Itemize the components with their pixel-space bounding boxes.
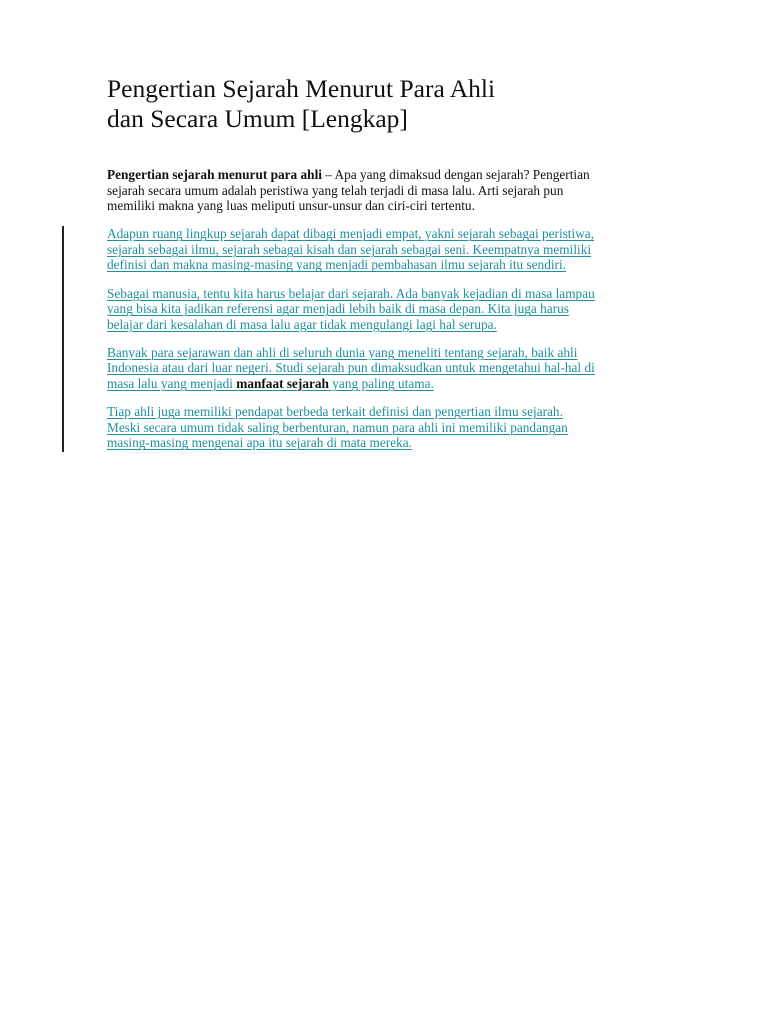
para2-line-3: definisi dan makna masing-masing yang menjadi pembahasan ilmu sejarah itu sendiri.	[107, 257, 566, 273]
para3-line-1: Sebagai manusia, tentu kita harus belajar dari sejarah. Ada banyak kejadian di masa lampau	[107, 285, 595, 301]
para4-line-3-pre: masa lalu yang menjadi	[107, 376, 237, 392]
para4-line-3-post: yang paling utama.	[328, 376, 434, 392]
para3-line-3: belajar dari kesalahan di masa lalu agar tidak mengulangi lagi hal serupa.	[107, 316, 497, 332]
paragraph-belajar-sejarah-link[interactable]	[107, 286, 667, 333]
para5-line-2: Meski secara umum tidak saling berbenturan, namun para ahli ini memiliki pandangan	[107, 419, 568, 435]
change-bar	[62, 226, 64, 452]
article-body	[107, 167, 667, 463]
para2-line-1: Adapun ruang lingkup sejarah dapat dibagi menjadi empat, yakni sejarah sebagai peristiwa,	[107, 226, 595, 242]
paragraph-sejarawan-link[interactable]	[107, 345, 667, 392]
para5-line-3: masing-masing mengenai apa itu sejarah di mata mereka.	[107, 435, 412, 451]
intro-line-1-rest: – Apa yang dimaksud dengan sejarah? Pengertian	[321, 167, 590, 182]
intro-line-2: sejarah secara umum adalah peristiwa yang telah terjadi di masa lalu. Arti sejarah pun	[107, 182, 564, 198]
title-line-1: Pengertian Sejarah Menurut Para Ahli	[107, 74, 496, 103]
title-line-2: dan Secara Umum [Lengkap]	[107, 104, 408, 133]
paragraph-pendapat-ahli-link[interactable]	[107, 404, 667, 451]
intro-line-3: memiliki makna yang luas meliputi unsur-unsur dan ciri-ciri tertentu.	[107, 198, 475, 214]
para4-line-2: Indonesia atau dari luar negeri. Studi sejarah pun dimaksudkan untuk mengetahui hal-hal di	[107, 360, 595, 376]
para2-line-2: sejarah sebagai ilmu, sejarah sebagai kisah dan sejarah sebagai seni. Keempatnya memiliki	[107, 241, 592, 257]
page-title	[107, 74, 667, 134]
intro-bold-lead: Pengertian sejarah menurut para ahli	[107, 167, 322, 182]
intro-paragraph	[107, 167, 667, 214]
manfaat-sejarah-link[interactable]: manfaat sejarah	[236, 376, 329, 392]
para4-line-1: Banyak para sejarawan dan ahli di seluruh dunia yang meneliti tentang sejarah, baik ahli	[107, 344, 578, 360]
para3-line-2: yang bisa kita jadikan referensi agar menjadi lebih baik di masa depan. Kita juga harus	[107, 301, 569, 317]
para5-line-1: Tiap ahli juga memiliki pendapat berbeda terkait definisi dan pengertian ilmu sejarah.	[107, 404, 563, 420]
paragraph-ruang-lingkup-link[interactable]	[107, 226, 667, 273]
